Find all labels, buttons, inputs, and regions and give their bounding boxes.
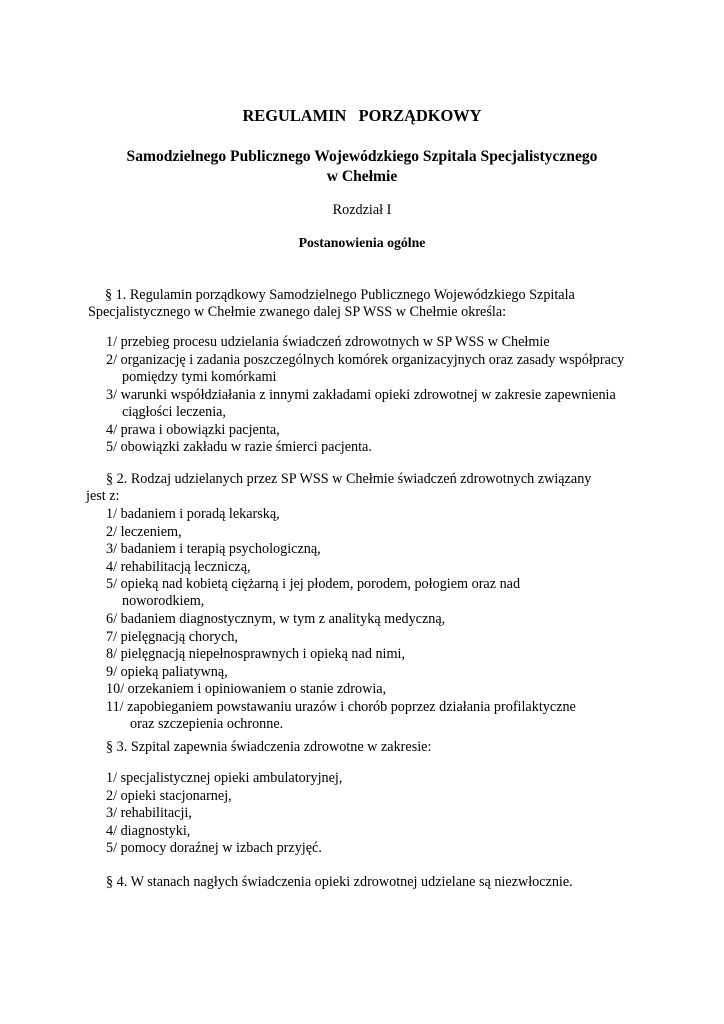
section-2-line-2: jest z:: [86, 488, 120, 504]
list-item: 5/ opieką nad kobietą ciężarną i jej płodem, porodem, połogiem oraz nad noworodkiem,: [106, 576, 521, 610]
chapter-label: Rozdział I: [332, 202, 392, 218]
list-item: 11/ zapobieganiem powstawaniu urazów i chorób poprzez działania profilaktyczne oraz szczepienia ochronne.: [106, 698, 576, 732]
document-title: REGULAMIN PORZĄDKOWY: [242, 106, 482, 125]
section-3-line-1: § 3. Szpital zapewnia świadczenia zdrowotne w zakresie:: [106, 739, 432, 755]
section-1-line-1: § 1. Regulamin porządkowy Samodzielnego Publicznego Wojewódzkiego Szpitala: [105, 287, 575, 303]
list-item: 2/ organizację i zadania poszczególnych komórek organizacyjnych oraz zasady współpracy pomiędzy tymi komórkami: [106, 351, 625, 385]
list-item: 5/ pomocy doraźnej w izbach przyjęć.: [106, 840, 322, 856]
document-subtitle: [0, 147, 724, 187]
list-item: 10/ orzekaniem i opiniowaniem o stanie zdrowia,: [106, 681, 387, 697]
section-3-list: [106, 770, 342, 858]
section-4-line-1: § 4. W stanach nagłych świadczenia opieki zdrowotnej udzielane są niezwłocznie.: [106, 874, 573, 890]
list-item: 3/ warunki współdziałania z innymi zakładami opieki zdrowotnej w zakresie zapewnienia ciągłości leczenia,: [106, 386, 616, 420]
subtitle-line-2: w Chełmie: [326, 168, 398, 185]
list-item: 2/ leczeniem,: [106, 523, 182, 540]
section-2-list: [106, 506, 576, 734]
list-item: 7/ pielęgnacją chorych,: [106, 628, 238, 645]
list-item: 1/ badaniem i poradą lekarską,: [106, 506, 280, 522]
list-item: 1/ specjalistycznej opieki ambulatoryjnej,: [106, 770, 343, 786]
list-item: 5/ obowiązki zakładu w razie śmierci pacjenta.: [106, 439, 372, 455]
chapter-title: Postanowienia ogólne: [298, 235, 426, 250]
list-item: 4/ diagnostyki,: [106, 822, 191, 839]
section-1-list: [106, 334, 624, 457]
section-2-line-1: § 2. Rodzaj udzielanych przez SP WSS w Chełmie świadczeń zdrowotnych związany: [106, 471, 592, 487]
list-item: 3/ badaniem i terapią psychologiczną,: [106, 541, 321, 557]
section-1-line-2: Specjalistycznego w Chełmie zwanego dalej SP WSS w Chełmie określa:: [88, 304, 507, 320]
list-item: 3/ rehabilitacji,: [106, 805, 192, 821]
list-item: 4/ rehabilitacją leczniczą,: [106, 558, 251, 575]
list-item: 4/ prawa i obowiązki pacjenta,: [106, 421, 280, 438]
list-item: 1/ przebieg procesu udzielania świadczeń zdrowotnych w SP WSS w Chełmie: [106, 334, 550, 350]
list-item: 2/ opieki stacjonarnej,: [106, 787, 232, 804]
list-item: 9/ opieką paliatywną,: [106, 663, 228, 680]
list-item: 6/ badaniem diagnostycznym, w tym z analityką medyczną,: [106, 611, 446, 627]
subtitle-line-1: Samodzielnego Publicznego Wojewódzkiego Szpitala Specjalistycznego: [126, 148, 598, 165]
list-item: 8/ pielęgnacją niepełnosprawnych i opieką nad nimi,: [106, 646, 406, 662]
